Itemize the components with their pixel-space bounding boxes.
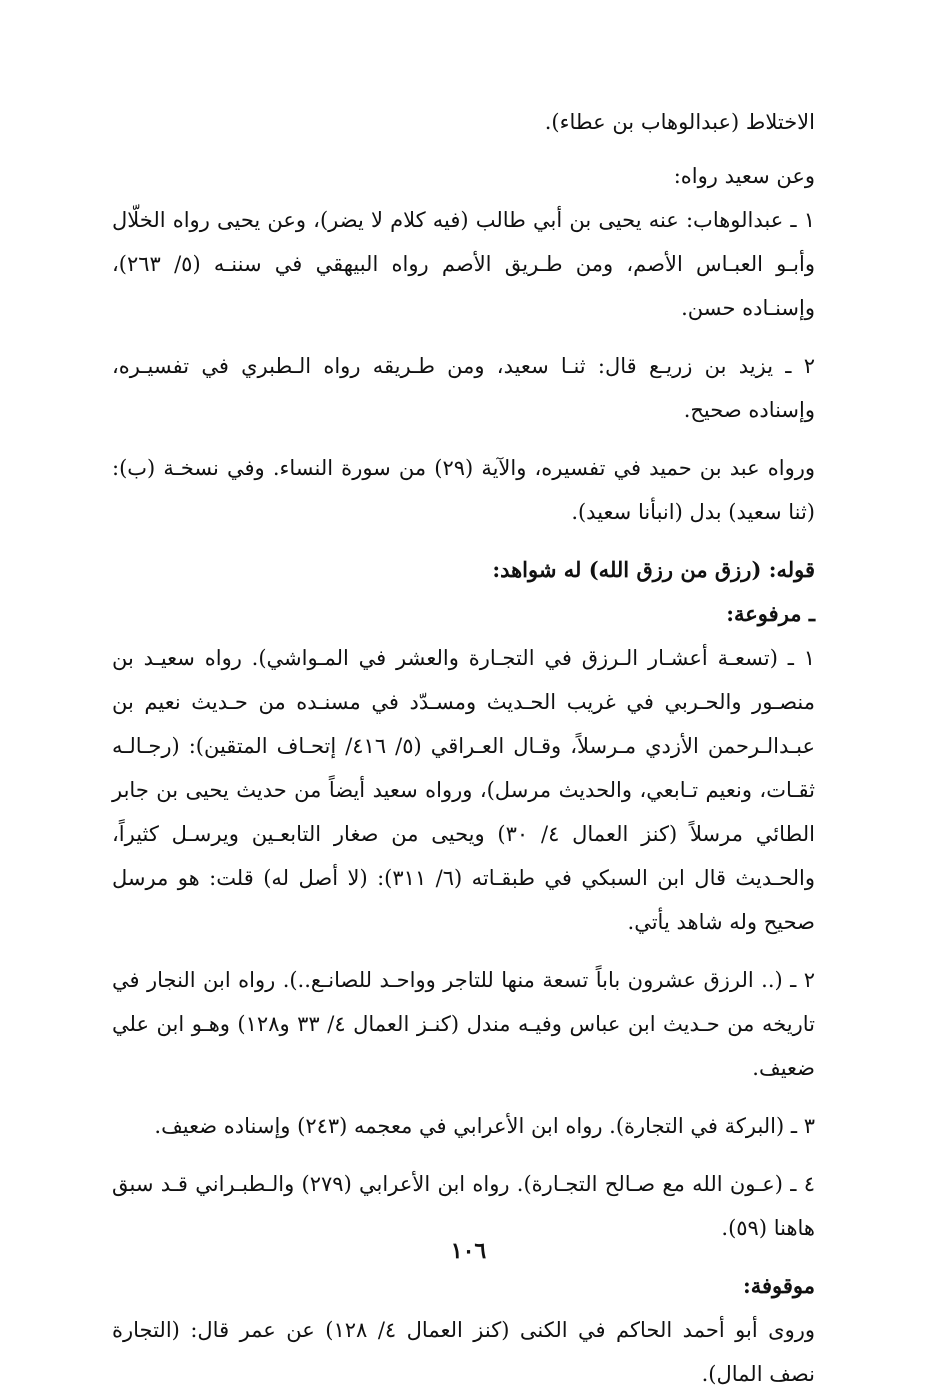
page-number: ١٠٦	[450, 1238, 487, 1264]
paragraph-abdulwahhab: ١ ـ عبدالوهاب: عنه يحيى بن أبي طالب (فيه كلام لا يضر)، وعن يحيى رواه الخلّال وأبـو العبـاس الأصم، ومن طـريق الأصم رواه البيهقي في سننـه (٥/ ٢٦٣)، وإسنـاده حسن.	[112, 208, 815, 320]
heading-qawluhu-quote: (رزق من رزق الله)	[588, 557, 762, 582]
heading-marfuah: ـ مرفوعة:	[726, 601, 815, 626]
paragraph-abd-bin-humaid: ورواه عبد بن حميد في تفسيره، والآية (٢٩) من سورة النساء. وفي نسخـة (ب): (ثنا سعيد) بدل (انبأنا سعيد).	[112, 456, 816, 524]
heading-qawluhu	[112, 548, 815, 592]
paragraph-hadith-4: ٤ ـ (عـون الله مع صـالح التجـارة). رواه ابن الأعرابي (٢٧٩) والـطبـراني قـد سبق هاهنا (٥٩).	[112, 1172, 815, 1240]
paragraph-yazid: ٢ ـ يزيد بن زريـع قال: ثنـا سعيد، ومن طـريقه رواه الـطبري في تفسيـره، وإسناده صحيح.	[112, 354, 815, 422]
heading-qawluhu-suffix: له شواهد:	[492, 557, 589, 582]
text-line-saeed-narration: وعن سعيد رواه:	[673, 164, 815, 188]
text-line-ikhtilat: الاختلاط (عبدالوهاب بن عطاء).	[544, 110, 815, 134]
heading-qawluhu-prefix: قوله:	[761, 557, 815, 582]
paragraph-hadith-3: ٣ ـ (البركة في التجارة). رواه ابن الأعرابي في معجمه (٢٤٣) وإسناده ضعيف.	[154, 1114, 815, 1138]
paragraph-mawquf: وروى أبو أحمد الحاكم في الكنى (كنز العمال ٤/ ١٢٨) عن عمر قال: (التجارة نصف المال).	[112, 1318, 815, 1386]
paragraph-hadith-2: ٢ ـ (.. الرزق عشرون باباً تسعة منها للتاجر وواحـد للصانـع..). رواه ابن النجار في تاريخه من حـديث ابن عباس وفيـه مندل (كنـز العمال ٤/ ٣٣ و١٢٨) وهـو ابن علي ضعيف.	[112, 968, 815, 1080]
paragraph-hadith-1: ١ ـ (تسعـة أعشـار الـرزق في التجـارة والعشر في المـواشي). رواه سعيـد بن منصـور والحـربي في غريب الحـديث ومسـدّد في مسنـده من حـديث نعيم بن عبـدالـرحمن الأزدي مـرسلاً، وقـال العـراقي (٥/ ٤١٦/ إتحـاف المتقين): (رجـالـه ثقـات، ونعيم تـابعي، والحديث مرسل)، ورواه سعيد أيضاً من حديث يحيى بن جابر الطائي مرسلاً (كنز العمال ٤/ ٣٠) ويحيى من صغار التابعـين ويرسـل كثيراً، والحـديث قال ابن السبكي في طبقـاته (٦/ ٣١١): (لا أصل له) قلت: هو مرسل صحيح وله شاهد يأتي.	[112, 646, 816, 934]
heading-mawqufah: موقوفة:	[742, 1273, 815, 1298]
